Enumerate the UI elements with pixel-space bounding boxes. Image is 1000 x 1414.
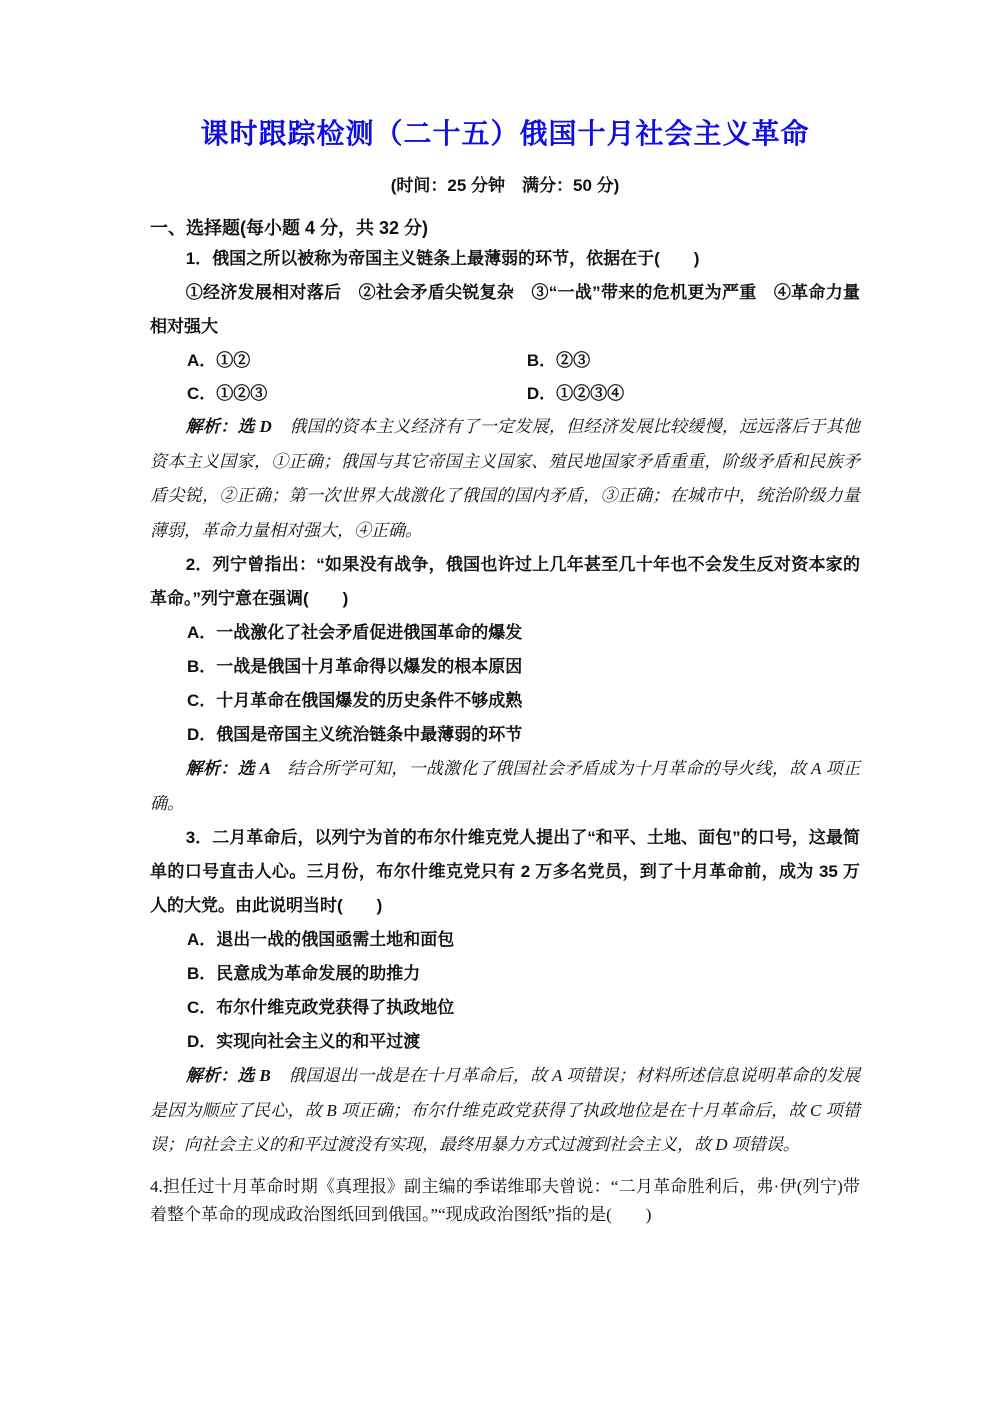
question-4-stem: 4.担任过十月革命时期《真理报》副主编的季诺维耶夫曾说：“二月革命胜利后，弗·伊(列宁)带着整个革命的现成政治图纸回到俄国。”“现成政治图纸”指的是( ) bbox=[150, 1176, 860, 1224]
page-title: 课时跟踪检测（二十五）俄国十月社会主义革命 bbox=[200, 118, 810, 149]
section-heading: 一、选择题(每小题 4 分，共 32 分) bbox=[150, 218, 429, 238]
question-3 bbox=[150, 821, 860, 1163]
question-1-stem: 1．俄国之所以被称为帝国主义链条上最薄弱的环节，依据在于( ) bbox=[185, 249, 700, 268]
question-1 bbox=[150, 242, 860, 548]
analysis-text: 俄国的资本主义经济有了一定发展，但经济发展比较缓慢，远远落后于其他资本主义国家，①正确；俄国与其它帝国主义国家、殖民地国家矛盾重重，阶级矛盾和民族矛盾尖锐，②正确；第一次世界大战激化了俄国的国内矛盾，③正确；在城市中，统治阶级力量薄弱，革命力量相对强大，④正确。 bbox=[150, 417, 861, 540]
question-1-options bbox=[150, 344, 860, 410]
analysis-text: 结合所学可知，一战激化了俄国社会矛盾成为十月革命的导火线，故 A 项正确。 bbox=[150, 759, 860, 813]
analysis-label: 解析：选 A bbox=[185, 759, 288, 778]
question-2-options bbox=[150, 616, 860, 752]
option-d: D．①②③④ bbox=[526, 384, 625, 403]
option-c: C．①②③ bbox=[187, 384, 268, 403]
exam-time-score: (时间：25 分钟 满分：50 分) bbox=[390, 176, 620, 195]
option-b: B．一战是俄国十月革命得以爆发的根本原因 bbox=[187, 657, 523, 676]
question-3-analysis bbox=[150, 1059, 860, 1163]
question-3-options bbox=[150, 923, 860, 1059]
option-b: B．民意成为革命发展的助推力 bbox=[187, 964, 421, 983]
option-c: C．布尔什维克政党获得了执政地位 bbox=[187, 998, 455, 1017]
question-1-substem: ①经济发展相对落后 ②社会矛盾尖锐复杂 ③“一战”带来的危机更为严重 ④革命力量相对强大 bbox=[150, 283, 860, 336]
option-d: D．实现向社会主义的和平过渡 bbox=[187, 1032, 421, 1051]
question-4 bbox=[150, 1173, 860, 1229]
question-2-stem: 2．列宁曾指出：“如果没有战争，俄国也许过上几年甚至几十年也不会发生反对资本家的革命。”列宁意在强调( ) bbox=[150, 555, 860, 608]
option-a: A．一战激化了社会矛盾促进俄国革命的爆发 bbox=[187, 623, 523, 642]
analysis-label: 解析：选 B bbox=[185, 1066, 289, 1085]
option-c: C．十月革命在俄国爆发的历史条件不够成熟 bbox=[187, 691, 523, 710]
question-1-analysis bbox=[150, 410, 860, 548]
option-d: D．俄国是帝国主义统治链条中最薄弱的环节 bbox=[187, 725, 523, 744]
question-2-analysis bbox=[150, 752, 860, 821]
question-2 bbox=[150, 548, 860, 821]
analysis-text: 俄国退出一战是在十月革命后，故 A 项错误；材料所述信息说明革命的发展是因为顺应了民心，故 B 项正确；布尔什维克政党获得了执政地位是在十月革命后，故 C 项错误；向社会主义的和平过渡没有实现，最终用暴力方式过渡到社会主义，故 D 项错误。 bbox=[150, 1066, 861, 1154]
question-3-stem: 3．二月革命后，以列宁为首的布尔什维克党人提出了“和平、土地、面包”的口号，这最简单的口号直击人心。三月份，布尔什维克党只有 2 万多名党员，到了十月革命前，成为 35 万人的大党。由此说明当时( ) bbox=[150, 828, 860, 915]
analysis-label: 解析：选 D bbox=[185, 417, 290, 436]
option-a: A．退出一战的俄国亟需土地和面包 bbox=[187, 930, 455, 949]
option-a: A．①② bbox=[187, 351, 251, 370]
option-b: B．②③ bbox=[526, 351, 591, 370]
